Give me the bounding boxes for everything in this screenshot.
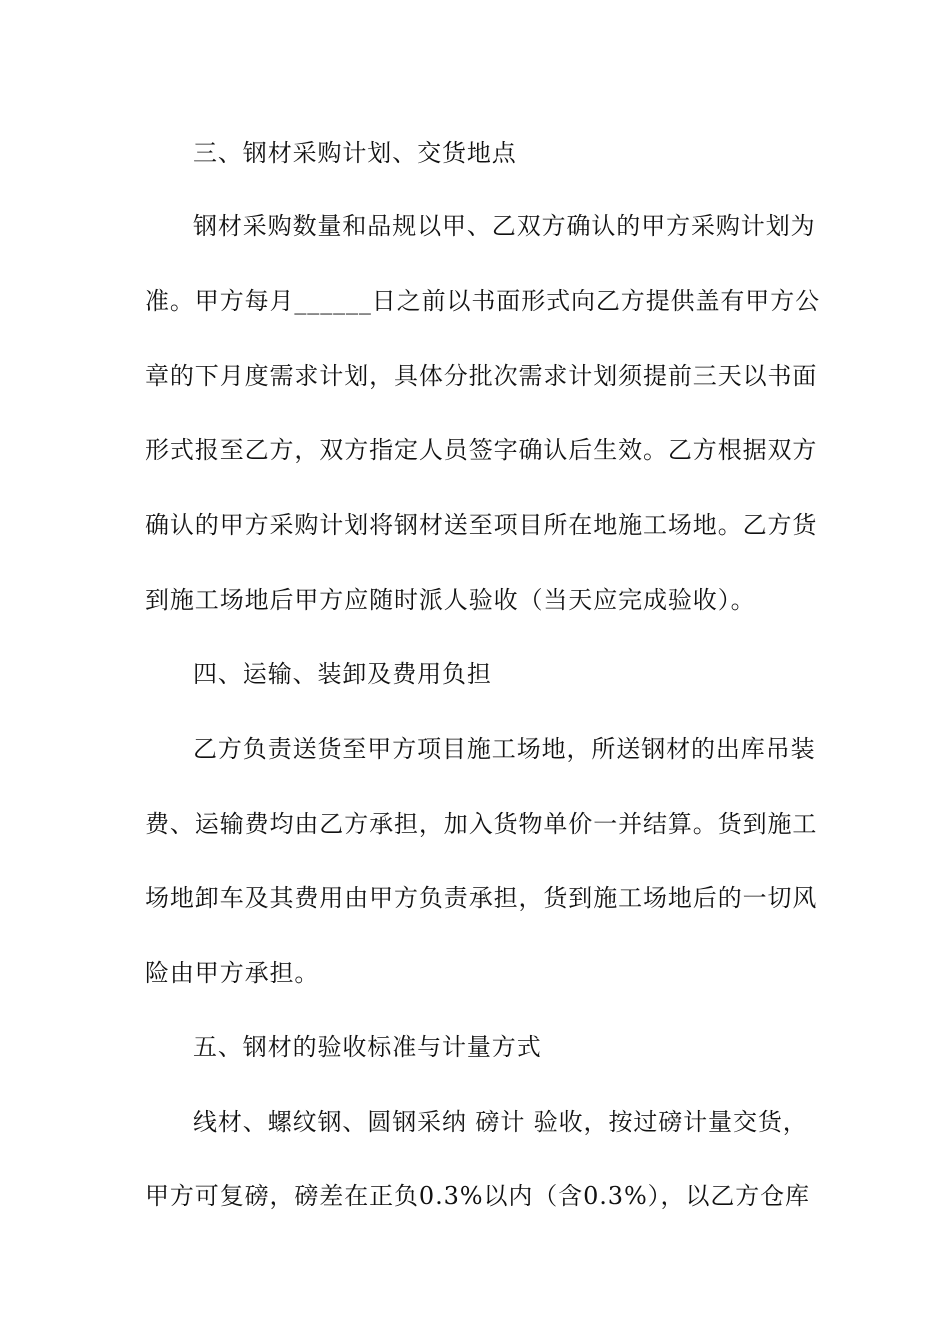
section-heading-5: 五、钢材的验收标准与计量方式 (193, 1033, 542, 1061)
section-heading-3: 三、钢材采购计划、交货地点 (193, 139, 517, 167)
paragraph-line: 章的下月度需求计划，具体分批次需求计划须提前三天以书面 (145, 362, 818, 390)
paragraph-line: 甲方可复磅，磅差在正负0.3%以内（含0.3%），以乙方仓库 (145, 1182, 810, 1210)
section-heading-4: 四、运输、装卸及费用负担 (193, 660, 492, 688)
paragraph-line: 费、运输费均由乙方承担，加入货物单价一并结算。货到施工 (145, 810, 818, 838)
paragraph-line: 险由甲方承担。 (145, 959, 320, 987)
paragraph-line: 形式报至乙方，双方指定人员签字确认后生效。乙方根据双方 (145, 436, 818, 464)
paragraph-line: 场地卸车及其费用由甲方负责承担，货到施工场地后的一切风 (145, 884, 818, 912)
paragraph-line: 钢材采购数量和品规以甲、乙双方确认的甲方采购计划为 (193, 212, 816, 240)
paragraph-line: 确认的甲方采购计划将钢材送至项目所在地施工场地。乙方货 (145, 511, 818, 539)
paragraph-line: 乙方负责送货至甲方项目施工场地，所送钢材的出库吊装 (193, 735, 816, 763)
paragraph-line: 线材、螺纹钢、圆钢采纳 磅计 验收，按过磅计量交货， (193, 1108, 808, 1136)
paragraph-line: 到施工场地后甲方应随时派人验收（当天应完成验收）。 (145, 586, 756, 614)
paragraph-line: 准。甲方每月______日之前以书面形式向乙方提供盖有甲方公 (145, 287, 820, 315)
